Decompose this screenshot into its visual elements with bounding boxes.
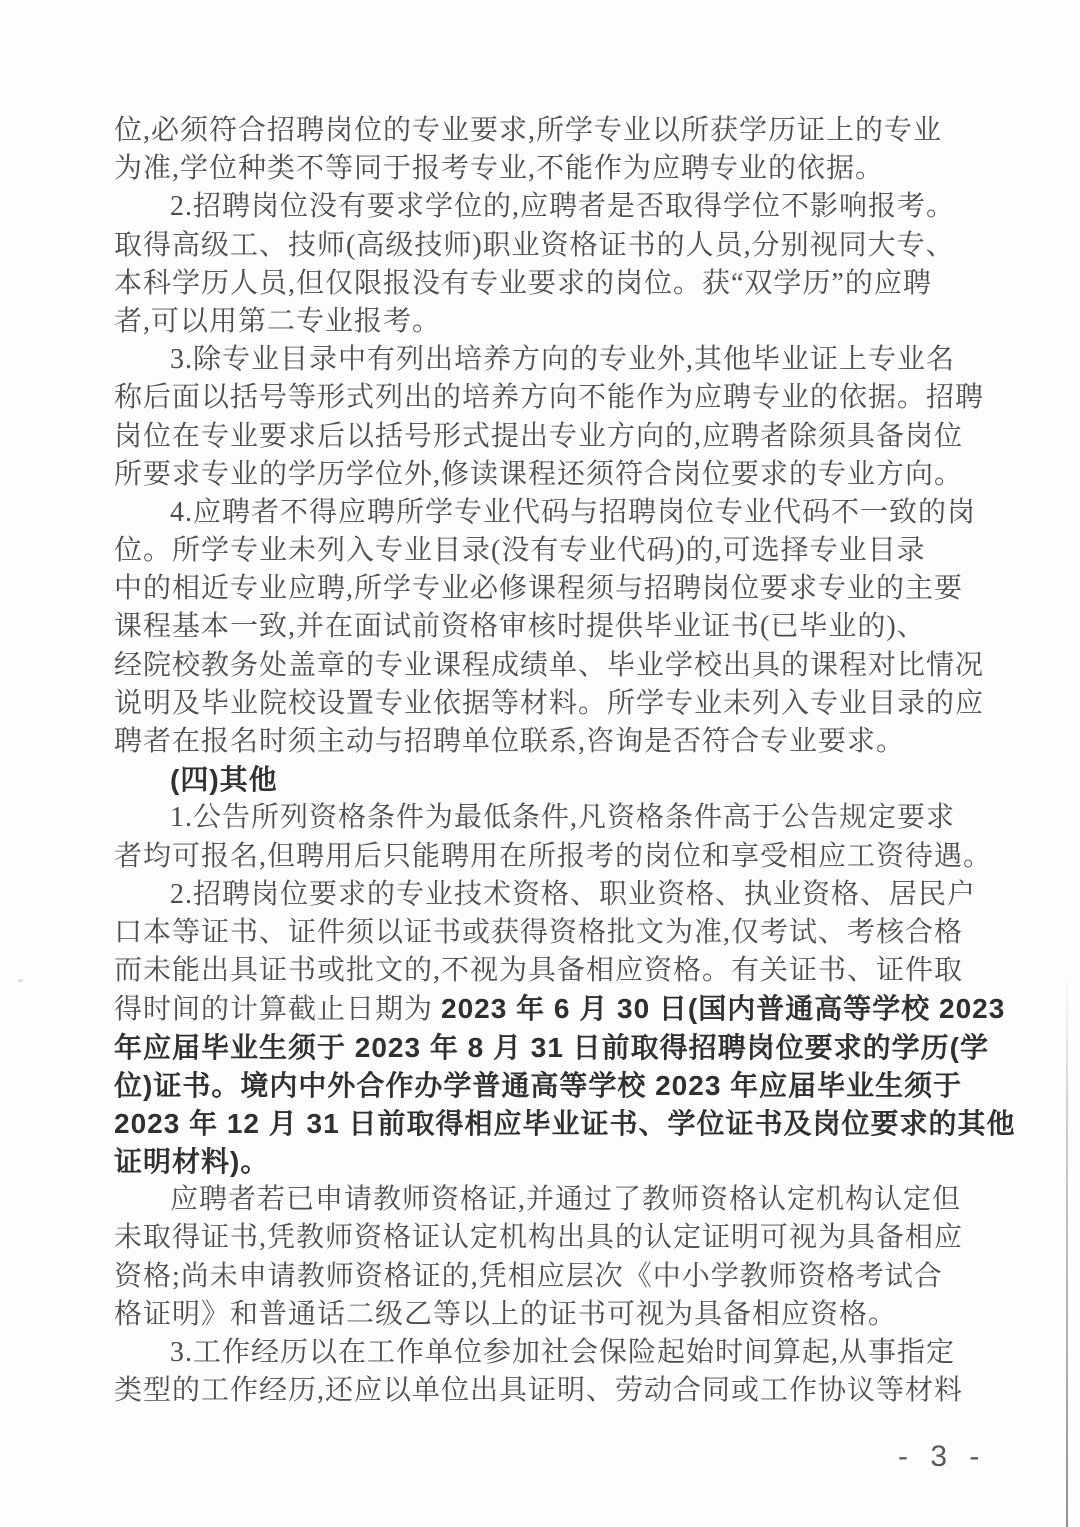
document-line [114,265,994,303]
document-line [114,227,994,265]
page-number: - 3 - [898,1440,987,1473]
text-segment: 格证明》和普通话二级乙等以上的证书可视为具备相应资格。 [114,1298,898,1330]
document-line [114,1143,994,1181]
text-segment: 称后面以括号等形式列出的培养方向不能作为应聘专业的依据。招聘 [114,382,985,414]
text-segment: 2.招聘岗位没有要求学位的,应聘者是否取得学位不影响报考。 [170,191,956,223]
document-line [114,647,994,685]
text-segment-bold: 位)证书。境内中外合作办学普通高等学校 2023 年应届毕业生须于 [114,1069,963,1101]
document-line [114,761,994,799]
text-segment: 岗位在专业要求后以括号形式提出专业方向的,应聘者除须具备岗位 [114,420,964,452]
document-line [114,112,994,150]
text-segment: 位。所学专业未列入专业目录(没有专业代码)的,可选择专业目录 [114,535,926,567]
text-segment: 类型的工作经历,还应以单位出具证明、劳动合同或工作协议等材料 [114,1375,964,1407]
document-line [114,723,994,761]
text-segment: 者均可报名,但聘用后只能聘用在所报考的岗位和享受相应工资待遇。 [114,840,993,872]
document-line [114,303,994,341]
document-line [114,990,1006,1028]
document-line [114,1067,994,1105]
text-segment: 经院校教务处盖章的专业课程成绩单、毕业学校出具的课程对比情况 [114,649,985,681]
document-line [114,341,994,379]
document-line [114,1372,994,1410]
text-segment-bold: 年应届毕业生须于 2023 年 8 月 31 日前取得招聘岗位要求的学历(学 [114,1031,990,1063]
text-segment: 1.公告所列资格条件为最低条件,凡资格条件高于公告规定要求 [170,802,956,834]
scan-artifact-dot [18,979,23,982]
text-segment-bold: 2023 年 12 月 31 日前取得相应毕业证书、学位证书及岗位要求的其他 [114,1107,1016,1139]
document-line [114,418,994,456]
text-segment: 3.工作经历以在工作单位参加社会保险起始时间算起,从事指定 [170,1337,956,1368]
document-line [114,1334,994,1372]
document-line [114,150,994,188]
document-line [114,456,994,494]
text-segment: 口本等证书、证件须以证书或获得资格批文为准,仅考试、考核合格 [114,916,964,948]
text-segment: 取得高级工、技师(高级技师)职业资格证书的人员,分别视同大专、 [114,229,955,261]
text-segment-bold: 证明材料)。 [114,1146,270,1178]
text-block [114,112,1016,1410]
text-segment: 中的相近专业应聘,所学专业必修课程须与招聘岗位要求专业的主要 [114,573,964,605]
text-segment: 者,可以用第二专业报考。 [114,305,442,337]
text-segment-bold: (四)其他 [170,764,278,796]
document-line [114,188,994,226]
document-line [114,914,994,952]
text-segment: 所要求专业的学历学位外,修读课程还须符合岗位要求的专业方向。 [114,458,964,490]
document-line [114,1296,994,1334]
document-line [114,570,994,608]
text-segment: 说明及毕业院校设置专业依据等材料。所学专业未列入专业目录的应 [114,687,985,719]
document-line [114,532,994,570]
text-segment: 未取得证书,凭教师资格证认定机构出具的认定证明可视为具备相应 [114,1222,964,1254]
document-line [114,494,994,532]
document-line [114,876,994,914]
scan-artifact-line [1066,975,1068,1527]
document-line [114,1105,1016,1143]
document-line [114,838,994,876]
text-segment: 得时间的计算截止日期为 [114,994,442,1026]
document-line [114,685,994,723]
document-line [114,608,994,646]
text-segment: 应聘者若已申请教师资格证,并通过了教师资格认定机构认定但 [170,1184,962,1216]
text-segment: 为准,学位种类不等同于报考专业,不能作为应聘专业的依据。 [114,153,885,185]
text-segment-bold: 2023 年 6 月 30 日(国内普通高等学校 2023 [441,993,1006,1025]
text-segment: 4.应聘者不得应聘所学专业代码与招聘岗位专业代码不一致的岗 [170,496,977,528]
text-segment: 2.招聘岗位要求的专业技术资格、职业资格、执业资格、居民户 [170,878,977,910]
document-line [114,1219,994,1257]
document-line [114,799,994,837]
text-segment: 而未能出具证书或批文的,不视为具备相应资格。有关证书、证件取 [114,955,964,987]
text-segment: 位,必须符合招聘岗位的专业要求,所学专业以所获学历证上的专业 [114,115,943,146]
document-line [114,379,994,417]
text-segment: 3.除专业目录中有列出培养方向的专业外,其他毕业证上专业名 [170,344,956,376]
document-line [114,1029,994,1067]
document-line [114,1258,994,1296]
document-line [114,952,994,990]
text-segment: 资格;尚未申请教师资格证的,凭相应层次《中小学教师资格考试合 [114,1260,943,1292]
text-segment: 聘者在报名时须主动与招聘单位联系,咨询是否符合专业要求。 [114,726,906,757]
document-line [114,1181,994,1219]
text-segment: 课程基本一致,并在面试前资格审核时提供毕业证书(已毕业的)、 [114,611,926,643]
text-segment: 本科学历人员,但仅限报没有专业要求的岗位。获“双学历”的应聘 [114,267,932,299]
